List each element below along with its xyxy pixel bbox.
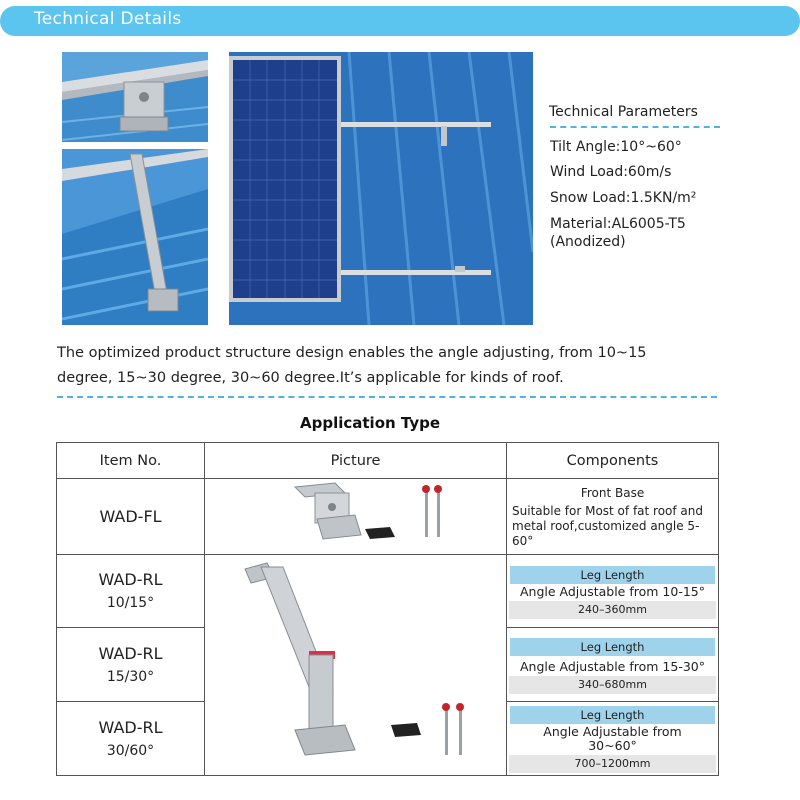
leg-length-range: 240–360mm <box>509 601 716 619</box>
item-cell-rear-3 <box>57 701 205 775</box>
rear-leg-photo <box>62 149 208 325</box>
table-header-row <box>57 443 719 479</box>
header-picture: Picture <box>205 443 507 479</box>
description-paragraph <box>57 341 727 391</box>
material-finish-spec: (Anodized) <box>550 234 626 250</box>
header-components: Components <box>507 443 719 479</box>
angle-adjustable-text: Angle Adjustable from 10-15° <box>520 583 705 599</box>
item-cell-rear-2 <box>57 627 205 701</box>
angle-adjustable-text: Angle Adjustable from 15-30° <box>520 658 705 674</box>
leg-length-range: 700–1200mm <box>509 755 716 773</box>
item-angle: 30/60° <box>106 742 155 759</box>
picture-cell-front <box>205 479 507 555</box>
front-clamp-photo <box>62 52 208 142</box>
item-cell-rear-1 <box>57 555 205 628</box>
description-line-2: degree, 15~30 degree, 30~60 degree.It’s applicable for kinds of roof. <box>57 370 564 386</box>
snow-load-spec: Snow Load:1.5KN/m² <box>550 190 697 206</box>
material-spec: Material:AL6005-T5 <box>550 216 686 232</box>
application-type-table <box>56 442 719 776</box>
description-line-1: The optimized product structure design enables the angle adjusting, from 10~15 <box>57 345 647 361</box>
solar-panel-roof-photo <box>229 52 533 325</box>
picture-cell-rear <box>205 555 507 776</box>
leg-length-label: Leg Length <box>509 565 716 585</box>
leg-length-label: Leg Length <box>509 705 716 725</box>
title-dashed-divider <box>550 126 720 128</box>
components-cell-rear-3 <box>507 701 719 775</box>
item-code: WAD-RL <box>98 570 163 590</box>
wind-load-spec: Wind Load:60m/s <box>550 164 672 180</box>
paragraph-dashed-divider <box>57 396 717 398</box>
front-base-description: Suitable for Most of fat roof and metal roof,customized angle 5-60° <box>512 504 704 548</box>
header-item-no: Item No. <box>57 443 205 479</box>
rear-leg-image <box>205 555 506 771</box>
section-title: Technical Details <box>34 9 182 29</box>
angle-adjustable-text: Angle Adjustable from 30~60° <box>543 724 682 754</box>
components-cell-rear-2 <box>507 627 719 701</box>
item-cell-front <box>57 479 205 555</box>
components-cell-rear-1 <box>507 555 719 628</box>
table-row-rear-1 <box>57 555 719 628</box>
item-code: WAD-RL <box>98 717 163 737</box>
item-code: WAD-FL <box>99 507 162 526</box>
tilt-angle-spec: Tilt Angle:10°~60° <box>550 139 682 155</box>
front-base-image <box>205 479 506 550</box>
item-angle: 10/15° <box>106 595 155 612</box>
application-type-title: Application Type <box>300 414 441 432</box>
leg-length-label: Leg Length <box>509 637 716 657</box>
technical-parameters-title: Technical Parameters <box>549 104 698 120</box>
components-cell-front <box>507 479 719 555</box>
leg-length-range: 340–680mm <box>509 676 716 694</box>
item-code: WAD-RL <box>98 643 163 663</box>
item-angle: 15/30° <box>106 668 155 685</box>
front-base-title: Front Base <box>580 486 645 500</box>
table-row-front <box>57 479 719 555</box>
